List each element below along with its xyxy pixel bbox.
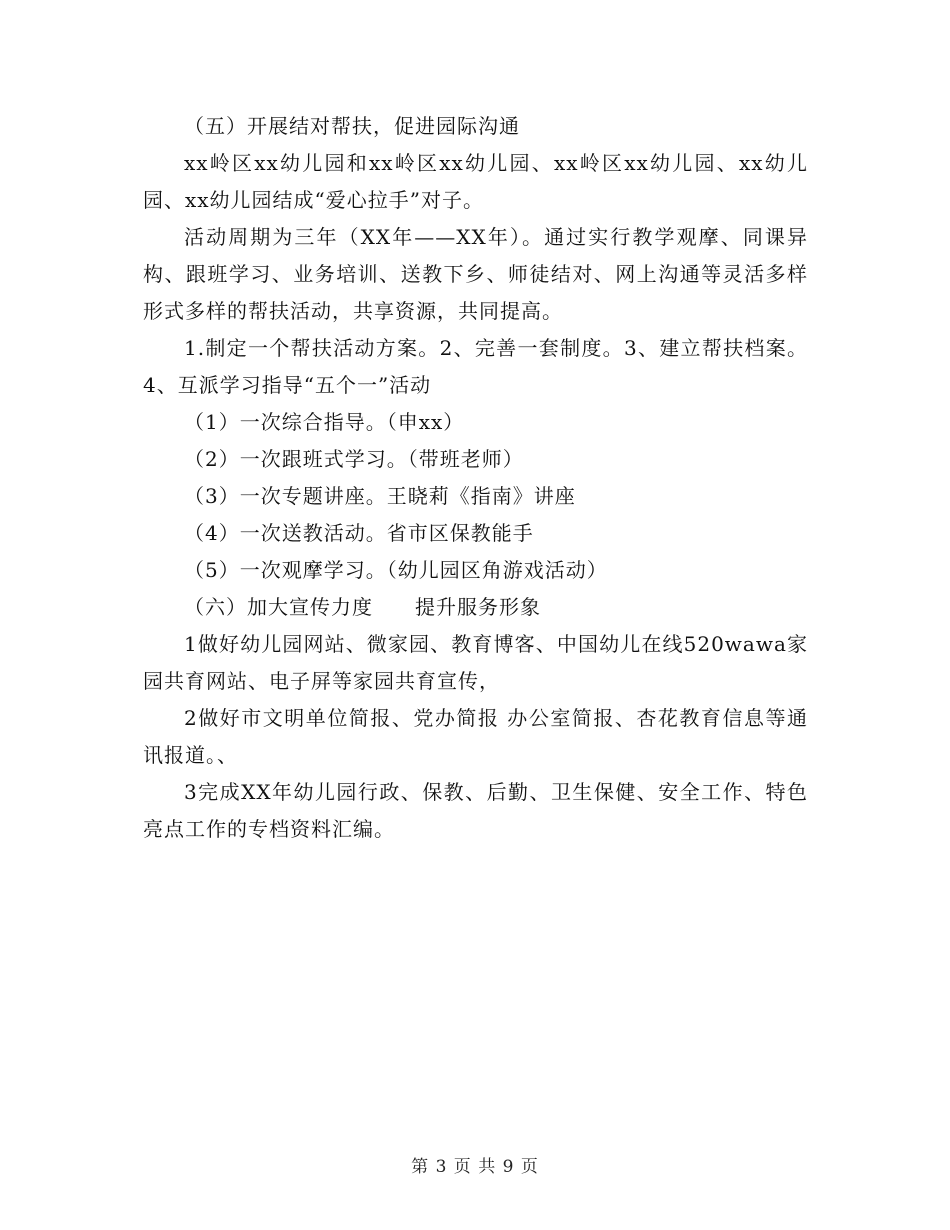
paragraph-partner-kindergartens: xx岭区xx幼儿园和xx岭区xx幼儿园、xx岭区xx幼儿园、xx幼儿园、xx幼儿园结成“爱心拉手”对子。 [143, 151, 808, 212]
paragraph-website-promotion: 1做好幼儿园网站、微家园、教育博客、中国幼儿在线520wawa家园共育网站、电子屏等家园共育宣传， [143, 632, 808, 693]
paragraph-archive-compilation: 3完成XX年幼儿园行政、保教、后勤、卫生保健、安全工作、特色亮点工作的专档资料汇编。 [143, 780, 808, 841]
list-item-2: （2）一次跟班式学习。（带班老师） [184, 447, 524, 471]
document-body [143, 108, 808, 848]
page-number-footer: 第 3 页 共 9 页 [411, 1157, 539, 1177]
section-heading-six: （六）加大宣传力度 提升服务形象 [184, 595, 541, 619]
list-item-5: （5）一次观摩学习。（幼儿园区角游戏活动） [184, 558, 608, 582]
section-heading-five: （五）开展结对帮扶，促进园际沟通 [184, 114, 520, 138]
list-item-4: （4）一次送教活动。省市区保教能手 [184, 521, 534, 545]
paragraph-newsletters: 2做好市文明单位简报、党办简报 办公室简报、杏花教育信息等通讯报道。、 [143, 706, 808, 767]
paragraph-plan-items: 1.制定一个帮扶活动方案。2、完善一套制度。3、建立帮扶档案。4、互派学习指导“五个一”活动 [143, 336, 808, 397]
list-item-3: （3）一次专题讲座。王晓莉《指南》讲座 [184, 484, 576, 508]
list-item-1: （1）一次综合指导。（申xx） [184, 410, 465, 434]
paragraph-activity-cycle: 活动周期为三年（XX年——XX年）。通过实行教学观摩、同课异构、跟班学习、业务培训、送教下乡、师徒结对、网上沟通等灵活多样形式多样的帮扶活动，共享资源，共同提高。 [143, 225, 808, 323]
